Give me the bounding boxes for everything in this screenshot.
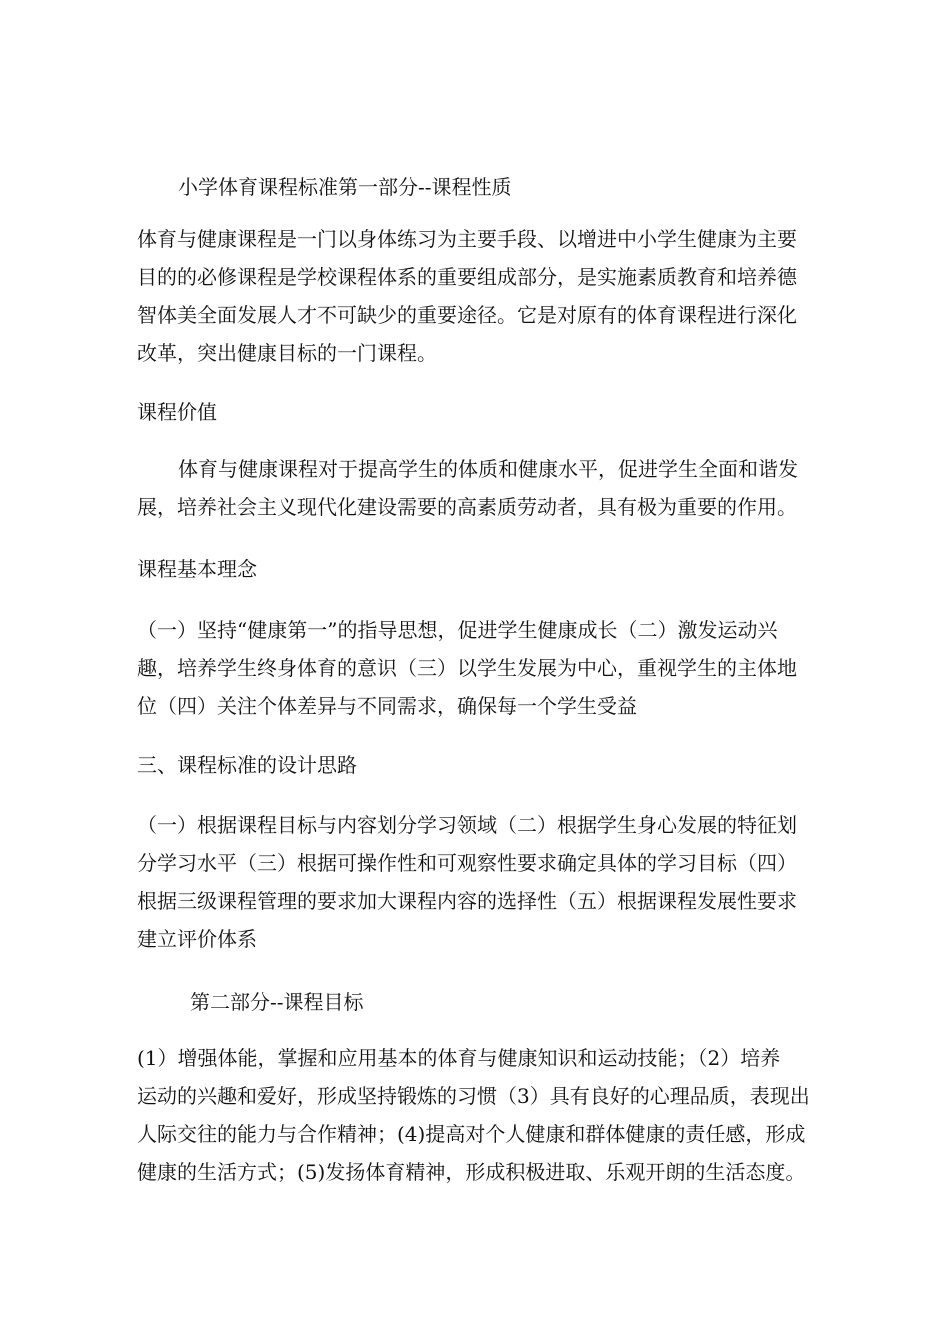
- value-paragraph: [137, 450, 827, 526]
- paragraph-line: 体育与健康课程对于提高学生的体质和健康水平，促进学生全面和谐发: [178, 457, 798, 481]
- goal-paragraph: [137, 1039, 827, 1191]
- paragraph-line: 建立评价体系: [137, 927, 257, 951]
- heading-line: 第二部分--课程目标: [190, 990, 364, 1014]
- title-line: 小学体育课程标准第一部分--课程性质: [178, 175, 512, 199]
- document-title: [178, 168, 868, 206]
- paragraph-line: 改革，突出健康目标的一门课程。: [137, 341, 437, 365]
- paragraph-line: 智体美全面发展人才不可缺少的重要途径。它是对原有的体育课程进行深化: [137, 303, 797, 327]
- nature-paragraph: [137, 220, 827, 372]
- paragraph-line: 健康的生活方式；(5)发扬体育精神，形成积极进取、乐观开朗的生活态度。: [137, 1160, 806, 1184]
- paragraph-line: 根据三级课程管理的要求加大课程内容的选择性（五）根据课程发展性要求: [137, 889, 797, 913]
- paragraph-line: 分学习水平（三）根据可操作性和可观察性要求确定具体的学习目标（四）: [137, 851, 797, 875]
- heading-line: 三、课程标准的设计思路: [137, 753, 357, 777]
- paragraph-line: （一）根据课程目标与内容划分学习领域（二）根据学生身心发展的特征划: [137, 813, 797, 837]
- concept-heading: [137, 550, 827, 588]
- paragraph-line: 目的的必修课程是学校课程体系的重要组成部分，是实施素质教育和培养德: [137, 265, 797, 289]
- design-paragraph: [137, 806, 827, 958]
- heading-line: 课程价值: [137, 400, 217, 424]
- paragraph-line: （一）坚持“健康第一”的指导思想，促进学生健康成长（二）激发运动兴: [137, 618, 778, 642]
- concept-paragraph: [137, 611, 827, 725]
- paragraph-line: 位（四）关注个体差异与不同需求，确保每一个学生受益: [137, 694, 637, 718]
- paragraph-line: 运动的兴趣和爱好，形成坚持锻炼的习惯（3）具有良好的心理品质，表现出: [137, 1084, 810, 1108]
- paragraph-line: 人际交往的能力与合作精神；(4)提高对个人健康和群体健康的责任感，形成: [137, 1122, 806, 1146]
- heading-line: 课程基本理念: [137, 557, 257, 581]
- paragraph-line: 趣，培养学生终身体育的意识（三）以学生发展为中心，重视学生的主体地: [137, 656, 797, 680]
- part2-heading: [190, 983, 880, 1021]
- paragraph-line: 体育与健康课程是一门以身体练习为主要手段、以增进中小学生健康为主要: [137, 227, 797, 251]
- design-heading: [137, 746, 827, 784]
- paragraph-line: 展，培养社会主义现代化建设需要的高素质劳动者，具有极为重要的作用。: [137, 495, 797, 519]
- paragraph-line: (1）增强体能，掌握和应用基本的体育与健康知识和运动技能；（2）培养: [137, 1046, 781, 1070]
- value-heading: [137, 393, 827, 431]
